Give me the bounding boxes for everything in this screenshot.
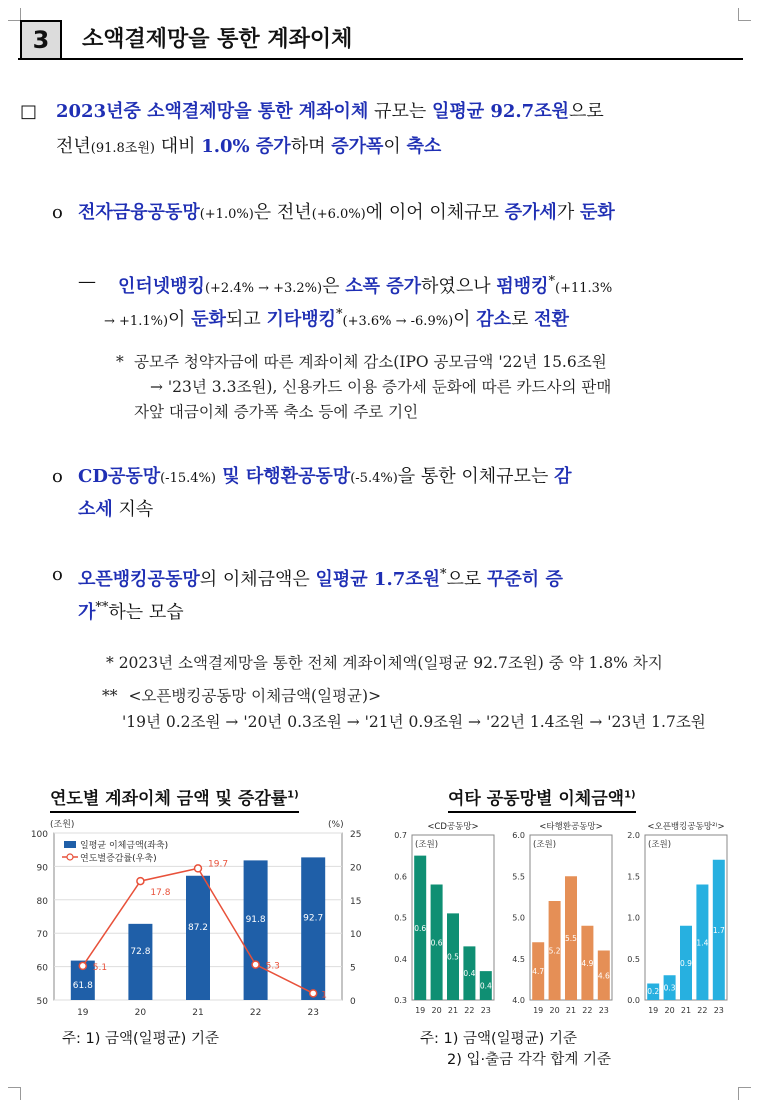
left-axis-tick: 90 — [36, 863, 48, 874]
bar — [186, 876, 210, 1000]
growth-point — [252, 961, 259, 968]
mini-x-tick: 22 — [582, 1006, 593, 1015]
x-tick-label: 20 — [134, 1008, 147, 1018]
bar-value-label: 91.8 — [245, 915, 266, 926]
network-transfer-charts — [382, 815, 754, 1025]
x-tick-label: 22 — [249, 1008, 262, 1018]
mini-bar-label: 1.7 — [712, 925, 725, 935]
bar — [301, 857, 325, 1000]
mini-chart-title: <타행환공동망> — [539, 822, 603, 832]
mini-bar-label: 5.5 — [565, 934, 577, 944]
mini-x-tick: 23 — [713, 1006, 724, 1015]
mini-bar-label: 0.4 — [479, 981, 492, 991]
legend-bar-label: 일평균 이체금액(좌축) — [80, 841, 169, 851]
mini-chart-unit: (조원) — [648, 840, 672, 850]
right-axis-tick: 15 — [350, 896, 362, 907]
right-axis-tick: 5 — [350, 963, 356, 974]
note2: * 2023년 소액결제망을 통한 전체 계좌이체액(일평균 92.7조원) 중 약 1.8% 차지 — [106, 654, 663, 672]
note3-line2: '19년 0.2조원 → '20년 0.3조원 → '21년 0.9조원 → '22년 1.4조원 → '23년 1.7조원 — [122, 713, 706, 731]
mini-chart-unit: (조원) — [533, 840, 557, 850]
mini-bar-label: 4.9 — [581, 958, 594, 968]
mini-y-tick: 5.5 — [512, 872, 525, 882]
growth-point — [195, 865, 202, 872]
right-chart-title: 여타 공동망별 이체금액$^{1)}$ — [448, 784, 636, 813]
bar-value-label: 92.7 — [303, 913, 324, 924]
mini-y-tick: 1.5 — [627, 872, 640, 882]
mini-chart-title: <CD공동망> — [427, 822, 479, 832]
mini-bar-label: 4.7 — [532, 967, 545, 977]
corner-mark — [738, 1087, 751, 1100]
section-number: 3 — [20, 20, 62, 60]
mini-y-tick: 2.0 — [627, 831, 640, 840]
dash-bullet: — — [78, 271, 96, 292]
mini-y-tick: 4.0 — [512, 996, 525, 1005]
right-footnote-2: 2) 입·출금 각각 합계 기준 — [447, 1052, 611, 1068]
mini-y-tick: 4.5 — [512, 954, 525, 964]
round-bullet: o — [52, 466, 63, 487]
right-axis-tick: 25 — [350, 830, 362, 840]
mini-x-tick: 19 — [533, 1006, 544, 1015]
mini-x-tick: 22 — [464, 1006, 475, 1015]
mini-bar-label: 0.5 — [447, 952, 459, 962]
x-tick-label: 19 — [77, 1008, 89, 1018]
x-tick-label: 21 — [192, 1008, 204, 1018]
legend-line-marker — [67, 854, 73, 860]
note1: * — [116, 353, 124, 371]
right-axis-tick: 10 — [350, 930, 362, 941]
mini-y-tick: 0.7 — [394, 831, 407, 840]
mini-x-tick: 19 — [415, 1006, 426, 1015]
mini-x-tick: 20 — [664, 1006, 675, 1015]
mini-bar-label: 0.4 — [463, 969, 476, 979]
bar-value-label: 72.8 — [130, 946, 151, 957]
mini-x-tick: 21 — [565, 1006, 577, 1015]
round-bullet: o — [52, 202, 63, 223]
mini-bar-label: 0.9 — [680, 958, 692, 968]
left-footnote: 주: 1) 금액(일평균) 기준 — [62, 1031, 219, 1047]
bar — [244, 860, 268, 1000]
left-axis-tick: 100 — [30, 830, 48, 840]
mini-chart-unit: (조원) — [415, 840, 439, 850]
mini-bar-label: 0.2 — [647, 987, 660, 996]
right-axis-unit: (%) — [328, 820, 344, 830]
mini-bar-label: 0.6 — [430, 938, 443, 948]
bar-value-label: 61.8 — [72, 981, 93, 991]
right-axis-tick: 0 — [350, 997, 356, 1007]
mini-x-tick: 21 — [447, 1006, 459, 1015]
bar — [128, 924, 152, 1000]
mini-x-tick: 20 — [431, 1006, 442, 1015]
mini-y-tick: 1.0 — [627, 913, 640, 923]
annual-transfer-chart — [22, 815, 392, 1025]
left-axis-unit: (조원) — [50, 820, 75, 830]
mini-y-tick: 0.5 — [627, 954, 640, 964]
mini-y-tick: 0.6 — [394, 872, 407, 882]
mini-y-tick: 5.0 — [512, 913, 525, 923]
growth-label: 19.7 — [208, 859, 229, 870]
left-axis-tick: 60 — [36, 963, 48, 974]
mini-chart-title: <오픈뱅킹공동망²⁾> — [647, 822, 725, 832]
growth-label: 1 — [321, 990, 327, 1001]
growth-label: 5.3 — [265, 961, 280, 972]
mini-y-tick: 0.5 — [394, 913, 407, 923]
mini-x-tick: 20 — [549, 1006, 560, 1015]
x-tick-label: 23 — [307, 1008, 319, 1018]
right-footnote-1: 주: 1) 금액(일평균) 기준 — [420, 1031, 577, 1047]
section-title: 소액결제망을 통한 계좌이체 — [82, 27, 353, 52]
mini-bar-label: 0.3 — [663, 983, 676, 993]
corner-mark — [8, 1087, 21, 1100]
round-bullet: o — [52, 564, 63, 585]
legend-line-label: 연도별증감률(우축) — [80, 854, 157, 864]
section-header — [18, 18, 743, 60]
right-axis-tick: 20 — [350, 863, 362, 874]
mini-x-tick: 23 — [598, 1006, 609, 1015]
mini-bar-label: 1.4 — [696, 938, 709, 948]
mini-bar-label: 5.2 — [548, 946, 561, 956]
mini-x-tick: 23 — [480, 1006, 491, 1015]
growth-point — [137, 878, 144, 885]
left-axis-tick: 80 — [36, 896, 48, 907]
growth-point — [79, 962, 86, 969]
growth-label: 5.1 — [92, 962, 108, 973]
square-bullet: □ — [20, 101, 38, 122]
mini-x-tick: 21 — [680, 1006, 692, 1015]
mini-x-tick: 22 — [697, 1006, 708, 1015]
growth-point — [310, 990, 317, 997]
left-axis-tick: 50 — [36, 997, 48, 1007]
legend-bar-swatch — [64, 841, 76, 848]
mini-y-tick: 0.0 — [627, 996, 640, 1005]
mini-y-tick: 6.0 — [512, 831, 525, 840]
left-axis-tick: 70 — [36, 930, 48, 941]
growth-label: 17.8 — [150, 888, 171, 899]
note1-text: 공모주 청약자금에 따른 계좌이체 감소(IPO 공모금액 '22년 15.6조원 → '23년 3.3조원), 신용카드 이용 증가세 둔화에 따른 카드사의 판매 자앞 대금이체 증가폭 축소 등에 주로 기인 — [134, 353, 612, 421]
bar-value-label: 87.2 — [187, 922, 209, 933]
mini-x-tick: 19 — [648, 1006, 659, 1015]
left-chart-title: 연도별 계좌이체 금액 및 증감률$^{1)}$ — [50, 784, 299, 813]
mini-bar-label: 0.6 — [414, 923, 427, 933]
mini-y-tick: 0.4 — [394, 954, 407, 964]
mini-bar-label: 4.6 — [597, 971, 610, 981]
mini-y-tick: 0.3 — [394, 996, 407, 1005]
note3: ** <오픈뱅킹공동망 이체금액(일평균)> — [102, 687, 382, 705]
